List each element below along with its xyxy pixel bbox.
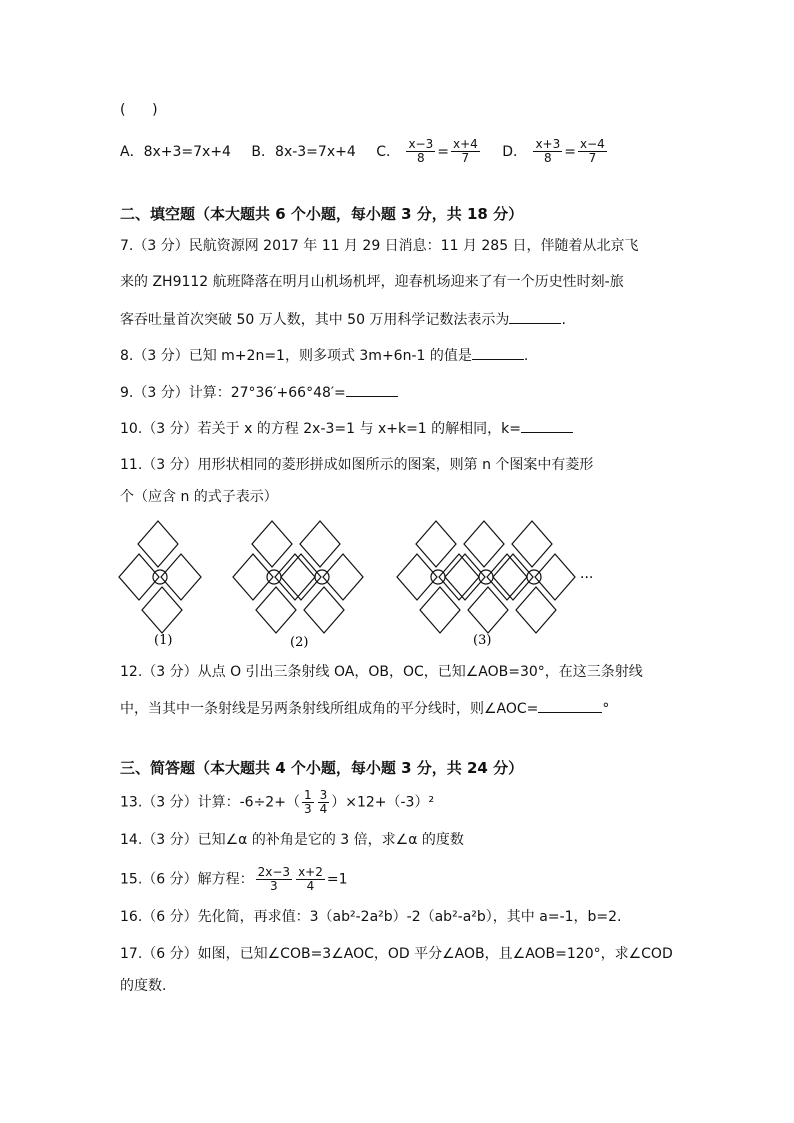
pattern2-circle-0 (267, 570, 281, 584)
option-a (120, 144, 235, 160)
q16-line: 16.（6 分）先化简，再求值：3（ab²-2a²b）-2（ab²-a²b），其中 a=-1，b=2. (120, 909, 622, 925)
q7-line2: 来的 ZH9112 航班降落在明月山机场机坪，迎春机场迎来了有一个历史性时刻-旅 (120, 274, 624, 290)
q9-line (120, 382, 398, 403)
section3-heading: 三、简答题（本大题共 4 个小题，每小题 3 分，共 24 分） (120, 759, 524, 777)
q15-post: =1 (326, 871, 348, 888)
q7-line1: 7.（3 分）民航资源网 2017 年 11 月 29 日消息：11 月 285 日，伴随着从北京飞 (120, 238, 639, 254)
frac-den: 3 (303, 802, 312, 816)
q9-answer-blank[interactable] (346, 382, 398, 397)
option-d-fraction-left (533, 138, 562, 165)
q12-answer-blank[interactable] (538, 698, 602, 713)
pattern3-circle-2 (527, 570, 541, 584)
frac-num: x+4 (452, 137, 478, 151)
option-b (251, 144, 360, 160)
q13-pre: 13.（3 分）计算：-6÷2+（ (120, 794, 300, 811)
frac-num: 2x−3 (257, 865, 291, 879)
q17-line1: 17.（6 分）如图，已知∠COB=3∠AOC，OD 平分∠AOB，且∠AOB=120°，求∠COD (120, 946, 673, 962)
section2-heading: 二、填空题（本大题共 6 个小题，每小题 3 分，共 18 分） (120, 205, 524, 223)
paren-text: ( ) (120, 102, 158, 118)
frac-den: 8 (417, 151, 425, 165)
q13-post: ）×12+（-3）² (331, 794, 435, 811)
answer-parentheses (120, 100, 158, 120)
options-row (120, 138, 625, 165)
frac-den: 4 (306, 879, 315, 893)
pattern2-circle-1 (315, 570, 329, 584)
q13-line (120, 789, 434, 816)
q15-fraction-1 (256, 866, 292, 893)
frac-den: 8 (544, 151, 552, 165)
q7-text: 客吞吐量首次突破 50 万人数，其中 50 万用科学记数法表示为 (120, 312, 510, 328)
option-a-label: A． (120, 143, 144, 160)
figure-label-3: (3) (473, 633, 492, 648)
q9-text: 9.（3 分）计算：27°36′+66°48′= (120, 385, 346, 401)
q7-tail: . (561, 312, 566, 328)
frac-num: x+3 (535, 137, 561, 151)
frac-den: 4 (319, 802, 328, 816)
q7-answer-blank[interactable] (509, 309, 561, 324)
figure-label-2: (2) (290, 635, 309, 650)
option-c-fraction-left (406, 138, 435, 165)
frac-num: x−4 (579, 137, 605, 151)
q13-fraction-1 (302, 789, 314, 816)
pattern3-circle-0 (431, 570, 445, 584)
q8-text: 8.（3 分）已知 m+2n=1，则多项式 3m+6n-1 的值是 (120, 348, 472, 364)
q10-text: 10.（3 分）若关于 x 的方程 2x-3=1 与 x+k=1 的解相同，k= (120, 421, 521, 437)
q8-line (120, 345, 528, 366)
frac-num: x−3 (408, 137, 434, 151)
q11-line1: 11.（3 分）用形状相同的菱形拼成如图所示的图案，则第 n 个图案中有菱形 (120, 457, 594, 473)
q12-line2 (120, 698, 609, 719)
q10-answer-blank[interactable] (521, 418, 573, 433)
option-c-label: C． (376, 143, 400, 160)
q10-line (120, 418, 573, 439)
q12-text: 中，当其中一条射线是另两条射线所组成角的平分线时，则∠AOC= (120, 701, 539, 717)
figure-ellipsis: ... (580, 566, 594, 582)
q13-fraction-2 (318, 789, 330, 816)
pattern3-circle-1 (479, 570, 493, 584)
option-c-fraction-right (451, 138, 480, 165)
equals-sign: = (564, 143, 576, 160)
frac-den: 3 (270, 879, 278, 893)
option-a-text: 8x+3=7x+4 (143, 143, 231, 160)
rhombus-pattern-figure (118, 520, 598, 655)
q12-tail: ° (602, 701, 610, 717)
frac-den: 7 (461, 151, 470, 165)
q14-line: 14.（3 分）已知∠α 的补角是它的 3 倍，求∠α 的度数 (120, 832, 464, 848)
equals-sign: = (437, 143, 449, 160)
q15-pre: 15.（6 分）解方程： (120, 871, 254, 888)
frac-num: 3 (319, 788, 328, 802)
option-d (502, 137, 609, 165)
frac-num: 1 (303, 788, 312, 802)
q15-fraction-2 (296, 866, 325, 893)
q8-answer-blank[interactable] (472, 345, 524, 360)
q12-line1: 12.（3 分）从点 O 引出三条射线 OA，OB，OC，已知∠AOB=30°，在这三条射线 (120, 664, 643, 680)
pattern1-circle-0 (153, 570, 167, 584)
figure-label-1: (1) (154, 633, 173, 648)
option-d-label: D． (502, 143, 527, 160)
q8-tail: . (523, 348, 529, 364)
option-c (376, 137, 486, 165)
q17-line2: 的度数. (120, 978, 167, 994)
option-d-fraction-right (578, 138, 607, 165)
q15-line (120, 866, 348, 893)
q11-line2: 个（应含 n 的式子表示） (120, 489, 278, 505)
frac-num: x+2 (298, 865, 323, 879)
q7-line3 (120, 309, 566, 330)
option-b-text: 8x-3=7x+4 (275, 143, 356, 160)
option-b-label: B． (251, 143, 276, 160)
frac-den: 7 (588, 151, 597, 165)
